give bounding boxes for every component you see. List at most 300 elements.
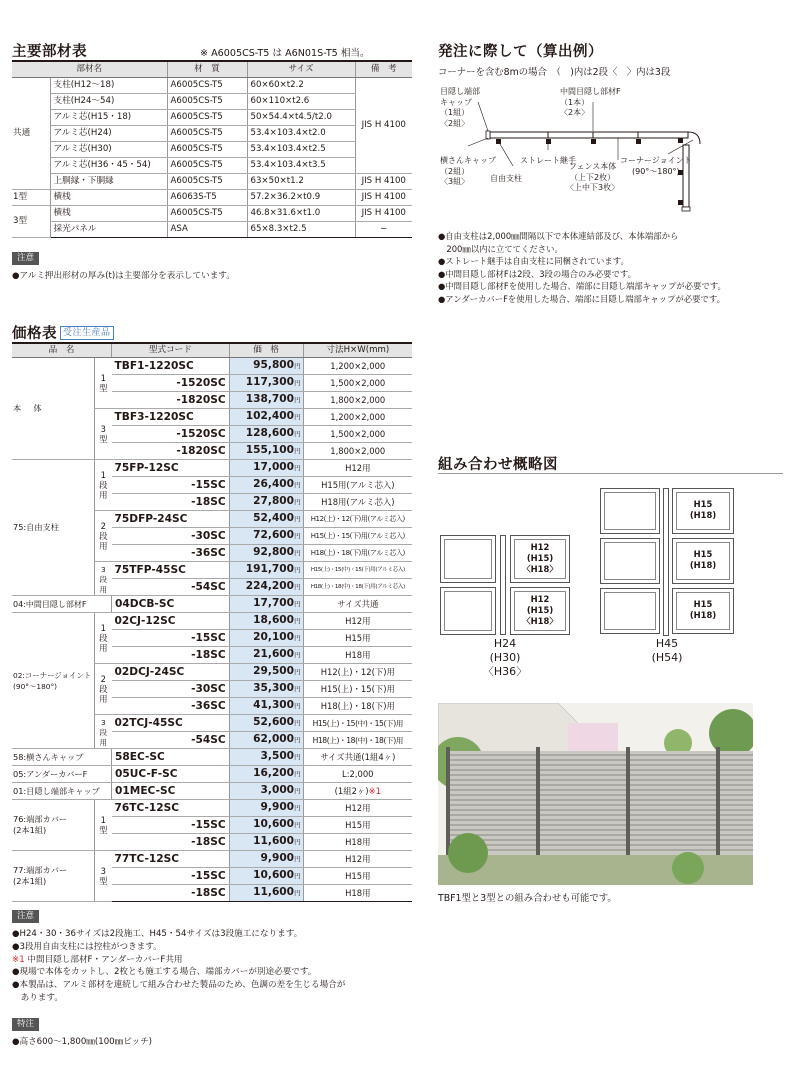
panel [672, 488, 734, 534]
price-cell [229, 511, 303, 528]
sub-type1 [95, 358, 112, 409]
part-note: JIS H 4100 [355, 174, 412, 190]
part-size: 53.4×103.4×t3.5 [247, 158, 355, 174]
model-code: 01MEC-SC [112, 783, 230, 800]
price-value: 3,000 [260, 784, 295, 796]
header-size: サイズ [247, 62, 355, 78]
model-code: -1520SC [112, 426, 230, 443]
price-cell [229, 766, 303, 783]
model-code: 75TFP-45SC [112, 562, 230, 579]
yen-unit: 円 [294, 600, 301, 608]
special-note: ●高さ600〜1,800㎜(100㎜ピッチ) [12, 1037, 153, 1047]
yen-unit: 円 [294, 481, 301, 489]
price-value: 138,700 [245, 393, 295, 405]
model-code: 75DFP-24SC [112, 511, 230, 528]
model-code: TBF1-1220SC [112, 358, 230, 375]
caution-text: 中間目隠し部材F・アンダーカバーF共用 [24, 954, 183, 965]
sub-label: 3 段 用 [99, 717, 108, 747]
dimension: H18(上)・18(下)用(アルミ芯入) [303, 545, 412, 562]
price-cell [229, 426, 303, 443]
dimension: H12用 [303, 800, 412, 817]
table-row [12, 766, 412, 783]
price-cell [229, 885, 303, 902]
price-cell [229, 392, 303, 409]
yen-unit: 円 [294, 566, 301, 574]
caution-line: あります。 [12, 992, 63, 1003]
table-row [12, 222, 412, 238]
panel [510, 587, 570, 635]
dimension: H18用 [303, 885, 412, 902]
table-row [12, 94, 412, 110]
model-code: 02DCJ-24SC [112, 664, 230, 681]
yen-unit: 円 [294, 838, 301, 846]
price-value: 128,600 [245, 427, 295, 439]
price-cell [229, 817, 303, 834]
combo-title: 組み合わせ概略図 [438, 457, 558, 473]
price-cell [229, 698, 303, 715]
post [536, 747, 540, 859]
price-header [12, 344, 412, 358]
header-product: 品 名 [12, 344, 112, 358]
table-row [12, 749, 412, 766]
yen-unit: 円 [294, 515, 301, 523]
header-material: 材 質 [167, 62, 247, 78]
model-code: -18SC [112, 885, 230, 902]
part-size: 60×110×t2.6 [247, 94, 355, 110]
post [500, 535, 506, 635]
dimension: H18用 [303, 647, 412, 664]
dimension: H18用(アルミ芯入) [303, 494, 412, 511]
materials-header [12, 62, 412, 78]
dimension: H15(上)・15(下)用(アルミ芯入) [303, 528, 412, 545]
group-76 [12, 800, 95, 851]
table-row [12, 126, 412, 142]
label-endcap-side: 横さんキャップ （2組） 〈3組〉 [440, 156, 496, 186]
price-cell [229, 783, 303, 800]
sub-label: 1 型 [99, 373, 108, 393]
yen-unit: 円 [294, 889, 301, 897]
table-row [12, 174, 412, 190]
caution-line: ●3段用自由支柱には控柱がつきます。 [12, 941, 162, 952]
price-value: 102,400 [245, 410, 295, 422]
fence-photo [438, 703, 753, 885]
price-cell [229, 409, 303, 426]
combo-diagram-2tier [440, 535, 600, 635]
group-corner-sub: (90°〜180°) [13, 681, 58, 691]
price-value: 3,500 [260, 750, 295, 762]
panel-label: H15 (H18) [689, 499, 717, 520]
yen-unit: 円 [294, 719, 301, 727]
model-code: 76TC-12SC [112, 800, 230, 817]
header-price: 価 格 [229, 344, 303, 358]
price-cell [229, 579, 303, 596]
panel [672, 538, 734, 584]
part-name: アルミ芯(H24) [50, 126, 167, 142]
part-size: 53.4×103.4×t2.5 [247, 142, 355, 158]
sub-label: 1 段 用 [99, 623, 108, 653]
post-mark [591, 139, 596, 144]
dimension: サイズ共通 [303, 596, 412, 613]
price-value: 95,800 [253, 359, 295, 371]
fence-slats [448, 751, 753, 855]
dimension: H15(上)・15(中)・15(下)用 [303, 715, 412, 732]
price-value: 26,400 [253, 478, 295, 490]
price-value: 20,100 [253, 631, 295, 643]
part-size: 57.2×36.2×t0.9 [247, 190, 355, 206]
part-size: 53.4×103.4×t2.0 [247, 126, 355, 142]
dimension: H12用 [303, 613, 412, 630]
price-cell [229, 732, 303, 749]
corner-curve [688, 132, 700, 144]
yen-unit: 円 [294, 702, 301, 710]
table-row [12, 142, 412, 158]
price-cell [229, 596, 303, 613]
price-value: 29,500 [253, 665, 295, 677]
part-name: 支柱(H24〜54) [50, 94, 167, 110]
group-58: 58:横さんキャップ [12, 749, 112, 766]
part-name: アルミ芯(H15・18) [50, 110, 167, 126]
panel [600, 488, 660, 534]
panel [440, 535, 496, 583]
model-code: -1820SC [112, 443, 230, 460]
sub-dan1 [95, 460, 112, 511]
note-line: 200㎜以内に立ててください。 [438, 243, 563, 254]
caption-2tier: H24 (H30) 〈H36〉 [482, 637, 528, 678]
table-row [12, 613, 412, 630]
model-code: -15SC [112, 868, 230, 885]
group-76-sub: (2本1組) [13, 825, 47, 835]
end-cap-mark [486, 131, 490, 139]
dimension: H18用 [303, 834, 412, 851]
price-value: 18,600 [253, 614, 295, 626]
sub-label: 1 段 用 [99, 470, 108, 500]
price-cell [229, 545, 303, 562]
sub-label: 3 型 [99, 424, 108, 444]
price-value: 35,300 [253, 682, 295, 694]
table-row [12, 158, 412, 174]
made-to-order-badge: 受注生産品 [60, 326, 114, 340]
table-row [12, 110, 412, 126]
price-value: 17,000 [253, 461, 295, 473]
yen-unit: 円 [294, 430, 301, 438]
yen-unit: 円 [294, 464, 301, 472]
price-cautions [12, 928, 412, 1005]
price-value: 11,600 [253, 835, 295, 847]
materials-caution: ●アルミ押出形材の厚み(t)は主要部分を表示しています。 [12, 271, 235, 281]
model-code: -36SC [112, 698, 230, 715]
group-corner-label: 02:コーナージョイント [13, 670, 92, 680]
price-title-text: 価格表 [12, 326, 57, 342]
materials-title: 主要部材表 [12, 44, 87, 60]
yen-unit: 円 [294, 872, 301, 880]
panel-label: H15 (H18) [689, 549, 717, 570]
sub-dan3 [95, 715, 112, 749]
model-code: -30SC [112, 528, 230, 545]
dimension: H15(上)・15(中)・15(下)用(アルミ芯入) [303, 562, 412, 579]
part-material: A6005CS-T5 [167, 142, 247, 158]
post-mark [546, 139, 551, 144]
end-cap-mark [682, 207, 690, 211]
group-honntai: 本 体 [12, 358, 95, 460]
yen-unit: 円 [294, 413, 301, 421]
price-cell [229, 800, 303, 817]
yen-unit: 円 [294, 685, 301, 693]
fence-body [448, 751, 753, 855]
dimension: 1,800×2,000 [303, 443, 412, 460]
header-part: 部材名 [12, 62, 167, 78]
header-code: 型式コード [112, 344, 230, 358]
price-value: 10,600 [253, 818, 295, 830]
price-value: 155,100 [245, 444, 295, 456]
group-type3: 3型 [12, 206, 50, 238]
group-76-label: 76:端部カバー [13, 814, 68, 824]
part-name: 上胴縁・下胴縁 [50, 174, 167, 190]
model-code: 02TCJ-45SC [112, 715, 230, 732]
dimension: 1,500×2,000 [303, 375, 412, 392]
dimension [303, 783, 412, 800]
part-material: A6005CS-T5 [167, 94, 247, 110]
price-cell [229, 681, 303, 698]
price-cell [229, 664, 303, 681]
table-row [12, 358, 412, 375]
price-cell [229, 358, 303, 375]
part-material: A6005CS-T5 [167, 158, 247, 174]
yen-unit: 円 [294, 753, 301, 761]
price-cell [229, 528, 303, 545]
sub-label: 2 段 用 [99, 674, 108, 704]
caution-line: ●H24・30・36サイズは2段施工、H45・54サイズは3段施工になります。 [12, 929, 303, 939]
leader [468, 138, 488, 146]
yen-unit: 円 [294, 379, 301, 387]
yen-unit: 円 [294, 770, 301, 778]
table-row [12, 783, 412, 800]
footnote-mark: ※1 [368, 785, 381, 796]
caution-line [12, 954, 412, 967]
panel [672, 588, 734, 634]
table-row [12, 78, 412, 94]
note-line: ●中間目隠し部材Fは2段、3段の場合のみ必要です。 [438, 268, 636, 279]
price-cell [229, 834, 303, 851]
sub-dan2 [95, 664, 112, 715]
model-code: 77TC-12SC [112, 851, 230, 868]
common-standard: JIS H 4100 [355, 78, 412, 174]
price-cell [229, 851, 303, 868]
photo-caption: TBF1型と3型との組み合わせも可能です。 [438, 893, 617, 904]
part-material: A6005CS-T5 [167, 206, 247, 222]
model-code: -30SC [112, 681, 230, 698]
dimension: H12(上)・12(下)用 [303, 664, 412, 681]
special-tag: 特注 [12, 1018, 39, 1031]
model-code: 05UC-F-SC [112, 766, 230, 783]
group-type1: 1型 [12, 190, 50, 206]
label-midf: 中間目隠し部材F （1本） 〈2本〉 [560, 87, 621, 117]
part-material: A6063S-T5 [167, 190, 247, 206]
yen-unit: 円 [294, 532, 301, 540]
panel [600, 588, 660, 634]
part-material: A6005CS-T5 [167, 126, 247, 142]
order-subtitle: コーナーを含む8mの場合 （ )内は2段〈 〉内は3段 [438, 67, 671, 78]
part-note: − [355, 222, 412, 238]
note-line: ●自由支柱は2,000㎜間隔以下で本体連結部及び、本体端部から [438, 231, 679, 241]
dimension: H18(上)・18(中)・18(下)用(アルミ芯入) [303, 579, 412, 596]
price-table [12, 344, 412, 902]
sub-label: 1 型 [99, 815, 108, 835]
yen-unit: 円 [294, 787, 301, 795]
part-name: アルミ芯(H30) [50, 142, 167, 158]
part-size: 46.8×31.6×t1.0 [247, 206, 355, 222]
dimension: 1,500×2,000 [303, 426, 412, 443]
post-mark [636, 139, 641, 144]
part-material: A6005CS-T5 [167, 78, 247, 94]
label-post: 自由支柱 [490, 174, 522, 183]
group-post: 75:自由支柱 [12, 460, 95, 596]
panel [510, 535, 570, 583]
yen-unit: 円 [294, 583, 301, 591]
caution-line: ●現場で本体をカットし、2枚とも施工する場合、端部カバーが別途必要です。 [12, 967, 317, 978]
post-mark [678, 138, 683, 143]
price-cell [229, 443, 303, 460]
part-material: A6005CS-T5 [167, 110, 247, 126]
label-fence: フェンス本体 （上下2枚） 〈上中下3枚〉 [566, 162, 620, 192]
price-cell [229, 630, 303, 647]
panel-label: H12 (H15) 〈H18〉 [522, 542, 558, 574]
price-value: 52,600 [253, 716, 295, 728]
group-01: 01:目隠し端部キャップ [12, 783, 112, 800]
post-mark [678, 200, 683, 205]
part-material: A6005CS-T5 [167, 174, 247, 190]
dimension: H12用 [303, 851, 412, 868]
post [446, 747, 450, 859]
part-name: アルミ芯(H36・45・54) [50, 158, 167, 174]
materials-table [12, 62, 412, 238]
sub-dan2 [95, 511, 112, 562]
model-code: -36SC [112, 545, 230, 562]
note-line: ●アンダーカバーFを使用した場合、端部に目隠し端部キャップが必要です。 [438, 293, 725, 304]
price-cell [229, 613, 303, 630]
model-code: 58EC-SC [112, 749, 230, 766]
model-code: 75FP-12SC [112, 460, 230, 477]
dimension: H15用 [303, 817, 412, 834]
panel [600, 538, 660, 584]
dimension: 1,200×2,000 [303, 409, 412, 426]
price-value: 41,300 [253, 699, 295, 711]
dimension: H15用 [303, 868, 412, 885]
model-code: -15SC [112, 817, 230, 834]
header-note: 備 考 [355, 62, 412, 78]
part-size: 63×50×t1.2 [247, 174, 355, 190]
table-row [12, 190, 412, 206]
order-title: 発注に際して（算出例） [438, 44, 603, 60]
model-code: -54SC [112, 579, 230, 596]
dimension: H12用 [303, 460, 412, 477]
model-code: -18SC [112, 494, 230, 511]
bush [448, 833, 488, 873]
price-cell [229, 647, 303, 664]
price-cell [229, 460, 303, 477]
label-joint: ストレート継手 [520, 156, 576, 165]
caption-3tier: H45 (H54) [651, 637, 683, 664]
combo-diagram-3tier [600, 488, 760, 636]
leader [500, 144, 513, 166]
price-value: 17,700 [253, 597, 295, 609]
model-code: -18SC [112, 834, 230, 851]
model-code: 04DCB-SC [112, 596, 230, 613]
yen-unit: 円 [294, 804, 301, 812]
group-77 [12, 851, 95, 902]
price-value: 224,200 [245, 580, 295, 592]
part-material: ASA [167, 222, 247, 238]
footnote-mark: ※1 [12, 954, 25, 965]
dimension: H15用(アルミ芯入) [303, 477, 412, 494]
dimension: サイズ共通(1組4ヶ) [303, 749, 412, 766]
yen-unit: 円 [294, 634, 301, 642]
price-cell [229, 494, 303, 511]
yen-unit: 円 [294, 447, 301, 455]
price-value: 52,400 [253, 512, 295, 524]
price-value: 9,900 [260, 801, 295, 813]
group-77-sub: (2本1組) [13, 876, 47, 886]
model-code: -1520SC [112, 375, 230, 392]
dimension: 1,200×2,000 [303, 358, 412, 375]
materials-note: ※ A6005CS-T5 は A6N01S-T5 相当。 [200, 48, 370, 59]
table-row [12, 800, 412, 817]
yen-unit: 円 [294, 549, 301, 557]
part-name: 支柱(H12〜18) [50, 78, 167, 94]
price-cell [229, 477, 303, 494]
yen-unit: 円 [294, 617, 301, 625]
yen-unit: 円 [294, 668, 301, 676]
table-row [12, 206, 412, 222]
caution-tag: 注意 [12, 910, 39, 923]
post-mark [496, 139, 501, 144]
yen-unit: 円 [294, 736, 301, 744]
price-cell [229, 868, 303, 885]
price-value: 21,600 [253, 648, 295, 660]
dimension: H12(上)・12(下)用(アルミ芯入) [303, 511, 412, 528]
sub-dan1 [95, 613, 112, 664]
header-dim: 寸法H×W(mm) [303, 344, 412, 358]
group-77-label: 77:端部カバー [13, 865, 68, 875]
group-05: 05:アンダーカバーF [12, 766, 112, 783]
group-corner [12, 613, 95, 749]
price-cell [229, 715, 303, 732]
price-value: 117,300 [245, 376, 295, 388]
price-value: 11,600 [253, 886, 295, 898]
price-value: 9,900 [260, 852, 295, 864]
part-name: 横桟 [50, 190, 167, 206]
part-size: 60×60×t2.2 [247, 78, 355, 94]
price-value: 72,600 [253, 529, 295, 541]
price-cell [229, 749, 303, 766]
part-size: 50×54.4×t4.5/t2.0 [247, 110, 355, 126]
sub-label: 3 段 用 [99, 564, 108, 594]
dimension: H15用 [303, 630, 412, 647]
table-row [12, 851, 412, 868]
model-code: -15SC [112, 630, 230, 647]
dimension: H18(上)・18(中)・18(下)用 [303, 732, 412, 749]
dimension: 1,800×2,000 [303, 392, 412, 409]
yen-unit: 円 [294, 651, 301, 659]
sub-label: 2 段 用 [99, 521, 108, 551]
table-row [12, 460, 412, 477]
part-note: JIS H 4100 [355, 190, 412, 206]
part-name: 採光パネル [50, 222, 167, 238]
panel-label: H12 (H15) 〈H18〉 [522, 594, 558, 626]
yen-unit: 円 [294, 821, 301, 829]
price-value: 10,600 [253, 869, 295, 881]
yen-unit: 円 [294, 362, 301, 370]
caution-tag: 注意 [12, 252, 39, 265]
